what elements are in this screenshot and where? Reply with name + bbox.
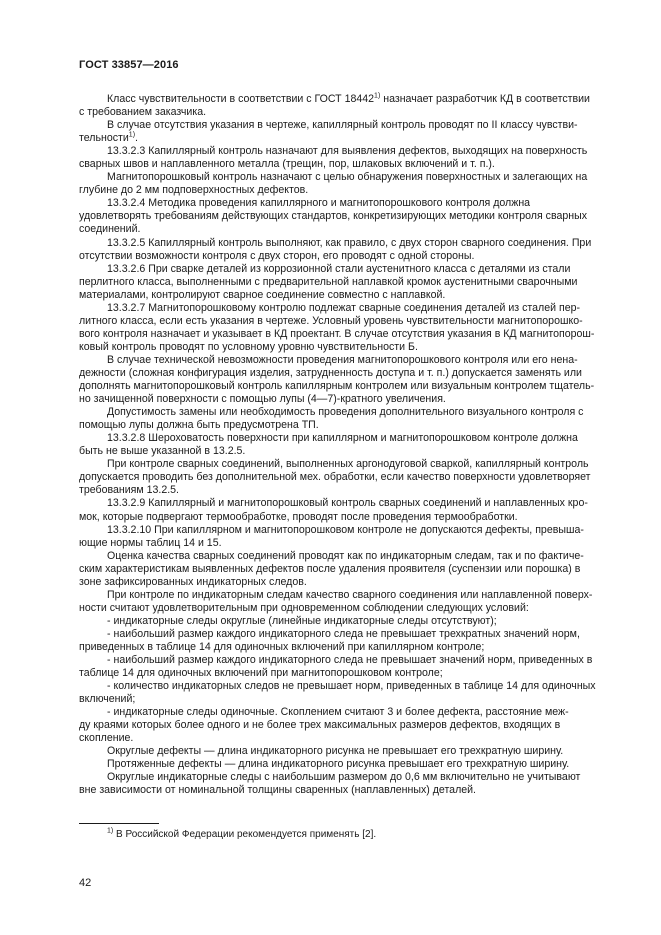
list-item: - наибольший размер каждого индикаторного следа не превышает значений норм, приведенных в таблице 14 для одиночных включений при магнитопорошковом контроле; xyxy=(79,654,593,680)
paragraph: 13.3.2.4 Методика проведения капиллярного и магнитопорошкового контроля должна удовлетворять требованиям действующих стандартов, конкретизирующих методики контроля сварных соединений. xyxy=(79,197,588,236)
paragraph-text: Класс чувствительности в соответствии с ГОСТ 18442 xyxy=(107,93,375,105)
paragraph: Магнитопорошковый контроль назначают с целью обнаружения поверхностных и залегающих на глубине до 2 мм подповерхностных дефектов. xyxy=(79,171,588,197)
paragraph: Допустимость замены или необходимость проведения дополнительного визуального контроля с помощью лупы должна быть предусмотрена ТП. xyxy=(79,406,584,432)
paragraph xyxy=(79,93,616,119)
list-item: - индикаторные следы округлые (линейные индикаторные следы отсутствуют); xyxy=(107,614,497,627)
paragraph: 13.3.2.3 Капиллярный контроль назначают для выявления дефектов, выходящих на поверхность сварных швов и наплавленного металла (трещин, пор, шлаковых включений и т. п.). xyxy=(79,145,588,171)
paragraph-text: . xyxy=(135,132,138,145)
paragraph-text: назначает разработчик КД в соответствии с требованием заказчика. xyxy=(79,93,590,119)
footnote-text: В Российской Федерации рекомендуется применять [2]. xyxy=(113,829,377,840)
paragraph-text: В случае отсутствия указания в чертеже, капиллярный контроль проводят по II классу чувстви- тельности xyxy=(79,119,578,145)
paragraph: 13.3.2.7 Магнитопорошковому контролю подлежат сварные соединения деталей из сталей пер- литного класса, если есть указания в чертеже. Условный уровень чувствительности магнитопорошко- вого контроля назначает и указывает в КД проектант. В случае отсутствия указания в КД магнитопорош- ковый контроль проводят по условному уровню чувствительности Б. xyxy=(79,301,595,353)
document-header: ГОСТ 33857—2016 xyxy=(79,59,179,71)
footnote-ref: 1) xyxy=(374,92,381,100)
footnote xyxy=(107,828,376,841)
list-item: - индикаторные следы одиночные. Скоплением считают 3 и более дефекта, расстояние меж- ду краями которых более одного и не более трех максимальных размеров дефектов, входящих в скопление. xyxy=(79,706,569,745)
page-number: 42 xyxy=(79,877,92,889)
paragraph: 13.3.2.5 Капиллярный контроль выполняют, как правило, с двух сторон сварного соединения. При отсутствии возможности контроля с двух сторон, его проводят с одной стороны. xyxy=(79,236,592,262)
paragraph: В случае технической невозможности проведения магнитопорошкового контроля или его нена- дежности (сложная конфигурация изделия, затрудненность доступа и т. п.) допускается заменять или дополнять магнитопорошковый контроль капиллярным контролем или визуальным контролем тщатель- но зачищенной поверхности с помощью лупы (4—7)-кратного увеличения. xyxy=(79,353,595,406)
paragraph: Протяженные дефекты — длина индикаторного рисунка превышает его трехкратную ширину. xyxy=(107,758,570,771)
document-body xyxy=(79,93,616,798)
paragraph: Округлые дефекты — длина индикаторного рисунка не превышает его трехкратную ширину. xyxy=(107,745,564,758)
paragraph: При контроле сварных соединений, выполненных аргонодуговой сваркой, капиллярный контроль допускается проводить без дополнительной мех. обработки, если качество поверхности удовлетворяет требованиям 13.2.5. xyxy=(79,458,591,497)
paragraph: 13.3.2.6 При сварке деталей из коррозионной стали аустенитного класса с деталями из стали перлитного класса, выполненными с предварительной наплавкой кромок аустенитными сварочными материалами, контролируют сварное соединение совместно с наплавкой. xyxy=(79,262,578,301)
list-item: - наибольший размер каждого индикаторного следа не превышает трехкратных значений норм, приведенных в таблице 14 для одиночных включений при капиллярном контроле; xyxy=(79,627,580,653)
footnote-divider xyxy=(79,823,159,824)
paragraph: Оценка качества сварных соединений проводят как по индикаторным следам, так и по фактиче- ским характеристикам выявленных дефектов после удаления проявителя (суспензии или порошка) в зоне зафиксированных индикаторных следов. xyxy=(79,549,584,588)
paragraph xyxy=(79,119,616,145)
paragraph: 13.3.2.8 Шероховатость поверхности при капиллярном и магнитопорошковом контроле должна быть не выше указанной в 13.2.5. xyxy=(79,432,578,458)
paragraph: При контроле по индикаторным следам качество сварного соединения или наплавленной поверх- ности считают удовлетворительным при одновременном соблюдении следующих условий: xyxy=(79,588,593,614)
paragraph: 13.3.2.9 Капиллярный и магнитопорошковый контроль сварных соединений и наплавленных кро- мок, которые подвергают термообработке, проводят после проведения термообработки. xyxy=(79,497,588,523)
list-item: - количество индикаторных следов не превышает норм, приведенных в таблице 14 для одиночных включений; xyxy=(79,680,596,706)
paragraph: Округлые индикаторные следы с наибольшим размером до 0,6 мм включительно не учитывают вне зависимости от номинальной толщины сваренных (наплавленных) деталей. xyxy=(79,771,581,797)
footnote-ref: 1) xyxy=(128,131,136,139)
footnote-mark: 1) xyxy=(107,827,114,835)
paragraph: 13.3.2.10 При капиллярном и магнитопорошковом контроле не допускаются дефекты, превыша- ющие нормы таблиц 14 и 15. xyxy=(79,523,584,549)
